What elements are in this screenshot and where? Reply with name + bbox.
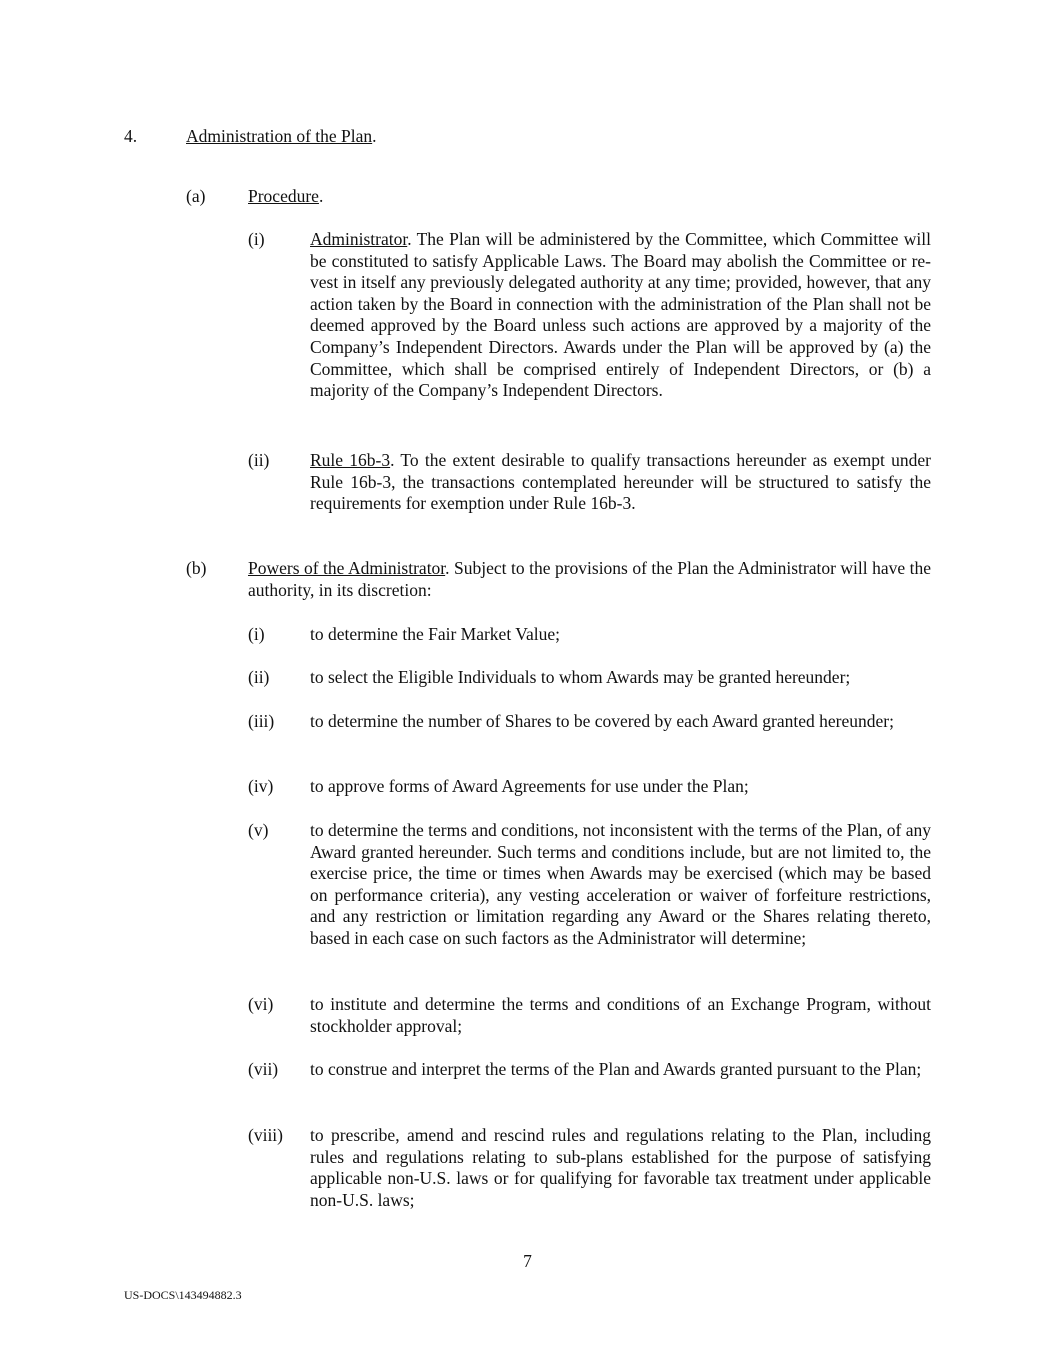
sub-a-item-label: (i) <box>248 229 265 249</box>
sub-b-item-text: to institute and determine the terms and conditions of an Exchange Program, without stockholder approval; <box>310 994 931 1036</box>
sub-b-item-label: (vi) <box>248 994 274 1014</box>
sub-b-text: . Subject to the provisions of the Plan the Administrator will have the authority, in its discretion: <box>248 558 931 600</box>
sub-b-item-text: to prescribe, amend and rescind rules and regulations relating to the Plan, including rules and regulations relating to sub-plans established for the purpose of satisfying applicable non-U.S. laws or for qualifying for favorable tax treatment under applicable non-U.S. laws; <box>310 1125 931 1210</box>
sub-b-item-text: to determine the number of Shares to be covered by each Award granted hereunder; <box>310 711 894 731</box>
sub-a-item-heading: Administrator <box>310 229 408 249</box>
sub-a-heading <box>248 186 323 208</box>
sub-a-label: (a) <box>186 186 206 206</box>
page-number: 7 <box>523 1251 532 1271</box>
section-heading-text: Administration of the Plan <box>186 126 373 146</box>
section-heading <box>186 126 377 148</box>
sub-b-item-label: (vii) <box>248 1059 279 1079</box>
sub-b-item-label: (ii) <box>248 667 270 687</box>
section-number: 4. <box>124 126 138 146</box>
sub-b-item-label: (viii) <box>248 1125 283 1145</box>
sub-b-item-label: (iv) <box>248 776 274 796</box>
sub-b-item-text: to determine the terms and conditions, not inconsistent with the terms of the Plan, of any Award granted hereunder. Such terms and conditions include, but are not limited to, the exercise price, the time or times when Awards may be exercised (which may be based on performance criteria), any vesting acceleration or waiver of forfeiture restrictions, and any restriction or limitation regarding any Award or the Shares relating thereto, based in each case on such factors as the Administrator will determine; <box>310 820 931 948</box>
sub-b-item-text: to select the Eligible Individuals to whom Awards may be granted hereunder; <box>310 667 851 687</box>
sub-b-item-label: (v) <box>248 820 269 840</box>
sub-b-item-label: (iii) <box>248 711 275 731</box>
sub-a-item-heading: Rule 16b-3 <box>310 450 391 470</box>
sub-b-paragraph <box>248 558 931 601</box>
sub-a-heading-text: Procedure <box>248 186 319 206</box>
sub-a-item-paragraph <box>310 450 931 515</box>
sub-b-label: (b) <box>186 558 207 578</box>
sub-a-item-label: (ii) <box>248 450 270 470</box>
sub-a-heading-punct: . <box>318 186 324 206</box>
sub-b-item-text: to construe and interpret the terms of the Plan and Awards granted pursuant to the Plan; <box>310 1059 922 1079</box>
sub-a-item-text: . The Plan will be administered by the Committee, which Committee will be constituted to satisfy Applicable Laws. The Board may abolish the Committee or re-vest in itself any previously delegated authority at any time; provided, however, that any action taken by the Board in connection with the administration of the Plan shall not be deemed approved by the Board unless such actions are approved by a majority of the Company’s Independent Directors. Awards under the Plan will be approved by (a) the Committee, which shall be comprised entirely of Independent Directors, or (b) a majority of the Company’s Independent Directors. <box>310 229 931 401</box>
section-heading-punct: . <box>372 126 377 146</box>
sub-b-item-text: to determine the Fair Market Value; <box>310 624 560 644</box>
sub-a-item-paragraph <box>310 229 931 402</box>
sub-b-heading: Powers of the Administrator <box>248 558 446 578</box>
document-id: US-DOCS\143494882.3 <box>124 1288 242 1302</box>
sub-a-item-text: . To the extent desirable to qualify transactions hereunder as exempt under Rule 16b-3, the transactions contemplated hereunder will be structured to satisfy the requirements for exemption under Rule 16b-3. <box>310 450 931 514</box>
sub-b-item-text: to approve forms of Award Agreements for use under the Plan; <box>310 776 749 796</box>
sub-b-item-label: (i) <box>248 624 265 644</box>
